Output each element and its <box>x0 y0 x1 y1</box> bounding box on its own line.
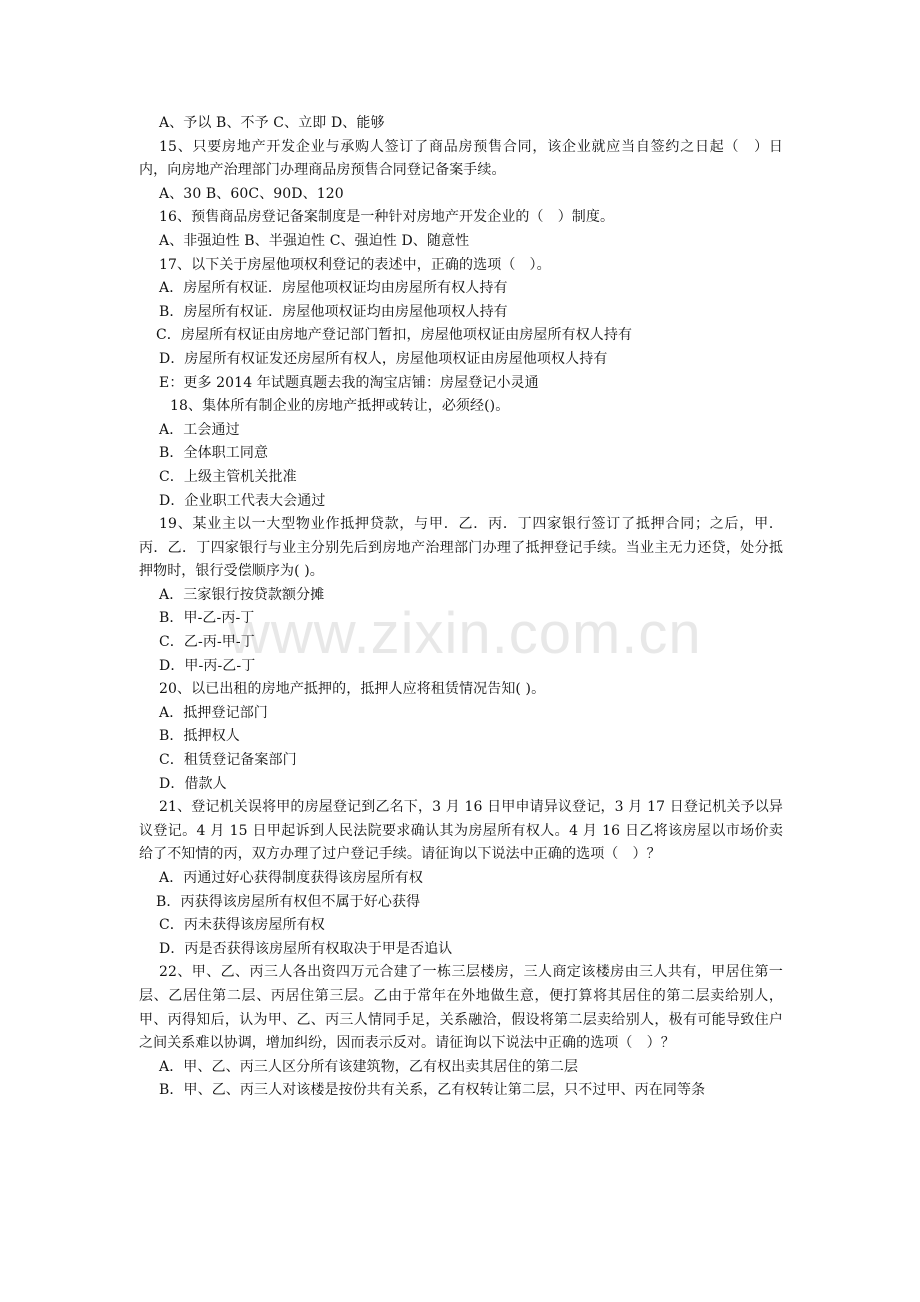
q21-option-b: B．丙获得该房屋所有权但不属于好心获得 <box>156 893 421 910</box>
question-16: 16、预售商品房登记备案制度是一种针对房地产开发企业的（ ）制度。 <box>159 209 615 226</box>
question-21: 21、登记机关误将甲的房屋登记到乙名下，3 月 16 日甲申请异议登记，3 月 17 日登记机关予以异议登记。4 月 15 日甲起诉到人民法院要求确认其为房屋所有权人。4 月 16 日乙将该房屋以市场价卖给了不知情的丙，双方办理了过户登记手续。请征询以下说法中正确的选项（ ）？ <box>139 799 783 863</box>
q17-option-a: A．房屋所有权证．房屋他项权证均由房屋所有权人持有 <box>159 280 508 297</box>
question-19: 19、某业主以一大型物业作抵押贷款，与甲．乙．丙．丁四家银行签订了抵押合同；之后，甲．丙．乙．丁四家银行与业主分别先后到房地产治理部门办理了抵押登记手续。当业主无力还贷，处分抵押物时，银行受偿顺序为( )。 <box>139 516 783 580</box>
q21-option-d: D．丙是否获得该房屋所有权取决于甲是否追认 <box>159 940 453 957</box>
q14-options: A、予以 B、不予 C、立即 D、能够 <box>159 115 385 131</box>
question-18: 18、集体所有制企业的房地产抵押或转让，必须经()。 <box>170 398 510 415</box>
question-17: 17、以下关于房屋他项权利登记的表述中，正确的选项（ ）。 <box>159 256 551 273</box>
q20-option-a: A．抵押登记部门 <box>159 704 268 721</box>
watermark: www.zixin.com.cn <box>228 601 702 666</box>
q21-option-a: A．丙通过好心获得制度获得该房屋所有权 <box>159 870 424 886</box>
q19-option-a: A．三家银行按贷款额分摊 <box>159 586 325 603</box>
question-22: 22、甲、乙、丙三人各出资四万元合建了一栋三层楼房，三人商定该楼房由三人共有，甲居住第一层、乙居住第二层、丙居住第三层。乙由于常年在外地做生意，便打算将其居住的第二层卖给别人，甲、丙得知后，认为甲、乙、丙三人情同手足，关系融洽，假设将第二层卖给别人，极有可能导致住户之间关系难以协调，增加纠纷，因而表示反对。请征询以下说法中正确的选项（ ）？ <box>139 964 783 1052</box>
q18-option-b: B．全体职工同意 <box>159 445 269 462</box>
question-20: 20、以已出租的房地产抵押的，抵押人应将租赁情况告知( )。 <box>159 681 546 698</box>
q18-option-c: C．上级主管机关批准 <box>159 468 297 485</box>
q16-options: A、非强迫性 B、半强迫性 C、强迫性 D、随意性 <box>159 232 470 249</box>
q17-option-b: B．房屋所有权证．房屋他项权证均由房屋他项权人持有 <box>159 303 508 320</box>
q20-option-c: C．租赁登记备案部门 <box>159 752 297 769</box>
q17-option-d: D．房屋所有权证发还房屋所有权人，房屋他项权证由房屋他项权人持有 <box>159 350 608 367</box>
q15-options: A、30 B、60C、90D、120 <box>159 185 344 202</box>
q19-option-c: C．乙-丙-甲-丁 <box>159 634 255 651</box>
q20-option-b: B．抵押权人 <box>159 728 240 745</box>
q17-option-e: E：更多 2014 年试题真题去我的淘宝店铺：房屋登记小灵通 <box>159 374 539 391</box>
q20-option-d: D．借款人 <box>159 775 227 792</box>
q18-option-d: D．企业职工代表大会通过 <box>159 492 326 509</box>
q17-option-c: C．房屋所有权证由房地产登记部门暂扣，房屋他项权证由房屋所有权人持有 <box>156 327 633 344</box>
question-15: 15、只要房地产开发企业与承购人签订了商品房预售合同，该企业就应当自签约之日起（ ）日内，向房地产治理部门办理商品房预售合同登记备案手续。 <box>139 138 783 179</box>
document-body <box>139 112 783 1103</box>
q18-option-a: A．工会通过 <box>159 421 240 438</box>
q22-option-b: B．甲、乙、丙三人对该楼是按份共有关系，乙有权转让第二层，只不过甲、丙在同等条 <box>159 1082 706 1099</box>
q19-option-d: D．甲-丙-乙-丁 <box>159 657 256 674</box>
q21-option-c: C．丙未获得该房屋所有权 <box>159 917 325 934</box>
q19-option-b: B．甲-乙-丙-丁 <box>159 610 255 627</box>
q22-option-a: A．甲、乙、丙三人区分所有该建筑物，乙有权出卖其居住的第二层 <box>159 1058 579 1075</box>
